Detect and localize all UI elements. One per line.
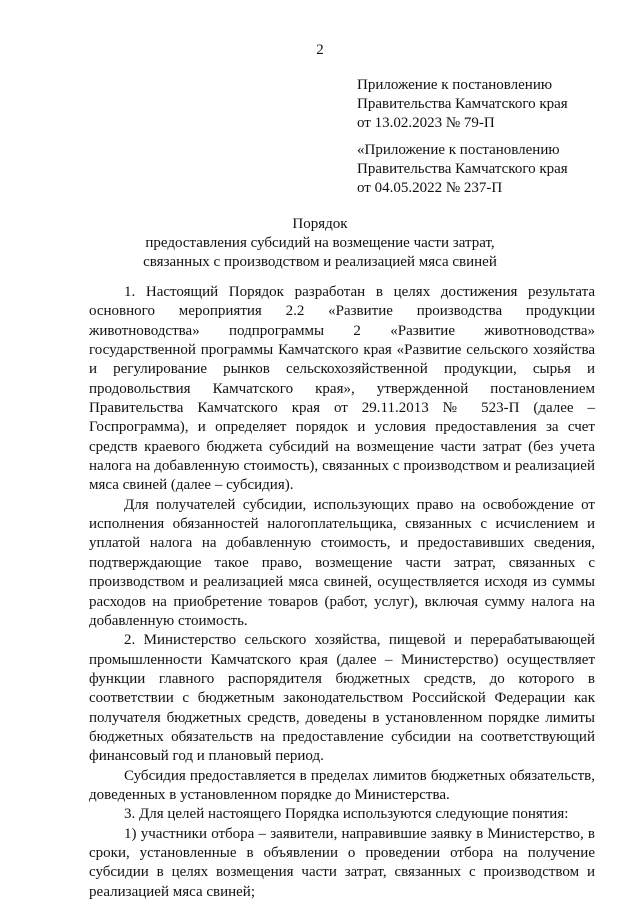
paragraph-3: 2. Министерство сельского хозяйства, пищевой и перерабатывающей промышленности Камчатского края (далее – Министерство) осуществляет функции главного распорядителя бюджетных средств, до которого в соответствии с бюджетным законодательством Российской Федерации как получателя бюджетных средств, доведены в установленном порядке лимиты бюджетных обязательств на предоставление субсидии на соответствующий финансовый год и плановый период. — [89, 632, 595, 765]
document-body — [89, 283, 595, 902]
paragraph-5: 3. Для целей настоящего Порядка используются следующие понятия: — [124, 806, 569, 823]
document-title — [0, 215, 640, 272]
document-title-line1: Порядок — [292, 216, 348, 232]
appendix-previous — [357, 141, 617, 198]
appendix-previous-line1: «Приложение к постановлению — [357, 142, 560, 158]
paragraph-6: 1) участники отбора – заявители, направившие заявку в Министерство, в сроки, установленные в объявлении о проведении отбора на получение субсидии в целях возмещения части затрат, связанных с производством и реализацией мяса свиней; — [89, 825, 595, 900]
appendix-current-line1: Приложение к постановлению — [357, 77, 553, 93]
appendix-previous-line3: от 04.05.2022 № 237-П — [357, 180, 503, 196]
appendix-current-line3: от 13.02.2023 № 79-П — [357, 115, 495, 131]
paragraph-2: Для получателей субсидии, использующих право на освобождение от исполнения обязанностей налогоплательщика, связанных с исчислением и уплатой налога на добавленную стоимость, и предоставивших сведения, подтверждающие такое право, возмещение части затрат, связанных с производством и реализацией мяса свиней, осуществляется исходя из суммы расходов на приобретение товаров (работ, услуг), включая сумму налога на добавленную стоимость. — [89, 496, 595, 629]
appendix-current — [357, 76, 617, 133]
paragraph-1: 1. Настоящий Порядок разработан в целях достижения результата основного мероприятия 2.2 «Развитие производства продукции животноводства» подпрограммы 2 «Развитие животноводства» государственной программы Камчатского края «Развитие сельского хозяйства и регулирование рынков сельскохозяйственной продукции, сырья и продовольствия Камчатского края», утвержденной постановлением Правительства Камчатского края от 29.11.2013 № 523-П (далее – Госпрограмма), и определяет порядок и условия предоставления за счет средств краевого бюджета субсидий на возмещение части затрат (без учета налога на добавленную стоимость), связанных с производством и реализацией мяса свиней (далее – субсидия). — [89, 284, 595, 494]
document-title-line2: предоставления субсидий на возмещение части затрат, — [145, 235, 495, 251]
document-title-line3: связанных с производством и реализацией мяса свиней — [143, 254, 497, 270]
paragraph-4: Субсидия предоставляется в пределах лимитов бюджетных обязательств, доведенных в установленном порядке до Министерства. — [89, 767, 595, 803]
page-number: 2 — [316, 42, 324, 58]
appendix-previous-line2: Правительства Камчатского края — [357, 161, 568, 177]
appendix-current-line2: Правительства Камчатского края — [357, 96, 568, 112]
